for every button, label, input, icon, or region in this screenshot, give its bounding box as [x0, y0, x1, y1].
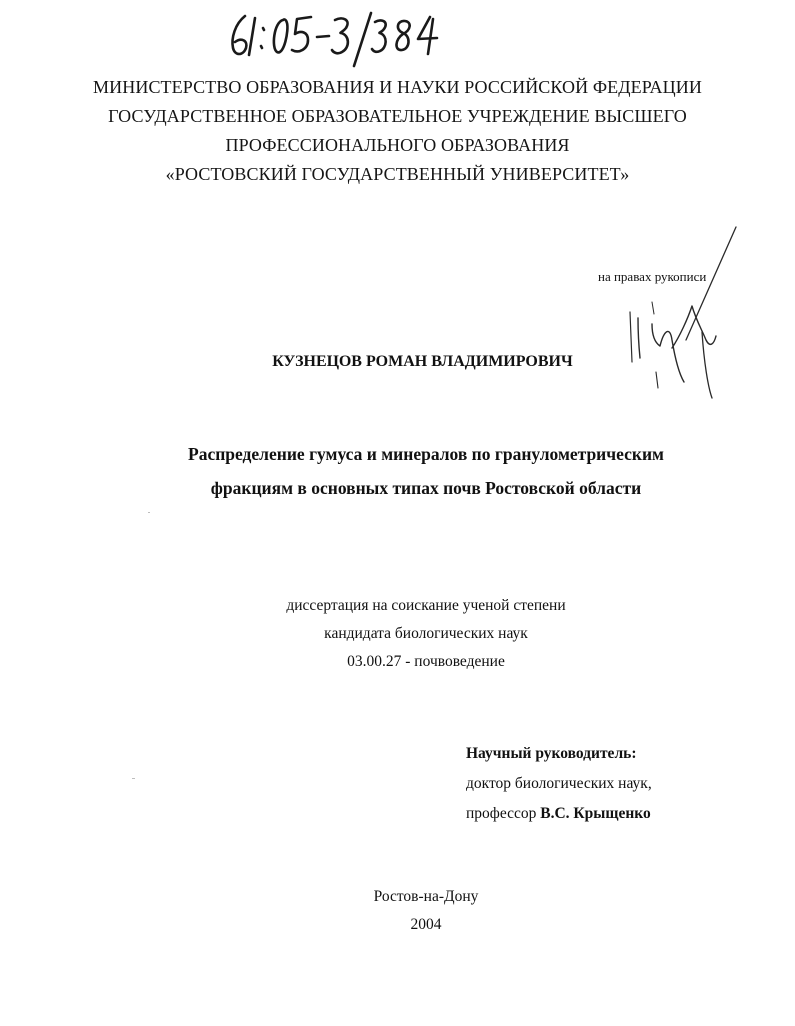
- scan-speck: [132, 778, 135, 779]
- supervisor-title-line: [466, 799, 652, 829]
- education-level-line: ПРОФЕССИОНАЛЬНОГО ОБРАЗОВАНИЯ: [225, 135, 570, 155]
- supervisor-info: [466, 739, 652, 829]
- specialty-code-line: 03.00.27 - почвоведение: [347, 653, 505, 670]
- archive-code-stamp: [225, 8, 465, 68]
- handwritten-signature: [626, 222, 746, 407]
- degree-line-1: диссертация на соискание ученой степени: [286, 597, 566, 614]
- ministry-line: МИНИСТЕРСТВО ОБРАЗОВАНИЯ И НАУКИ РОССИЙСКОЙ ФЕДЕРАЦИИ: [93, 77, 702, 97]
- supervisor-name: В.С. Крыщенко: [540, 805, 651, 822]
- degree-line-2: кандидата биологических наук: [324, 625, 528, 642]
- degree-info: [0, 592, 795, 676]
- thesis-title: [0, 437, 795, 505]
- handwritten-archive-code: [225, 8, 465, 68]
- thesis-title-line-1: Распределение гумуса и минералов по гранулометрическим: [188, 444, 664, 464]
- rights-note: на правах рукописи: [598, 269, 707, 284]
- author-name: КУЗНЕЦОВ РОМАН ВЛАДИМИРОВИЧ: [272, 353, 573, 370]
- university-name-line: «РОСТОВСКИЙ ГОСУДАРСТВЕННЫЙ УНИВЕРСИТЕТ»: [165, 164, 630, 184]
- supervisor-title-prefix: профессор: [466, 805, 537, 822]
- footer: [0, 883, 795, 939]
- city-line: Ростов-на-Дону: [373, 888, 479, 905]
- thesis-title-line-2: фракциям в основных типах почв Ростовской области: [210, 478, 642, 498]
- institution-type-line: ГОСУДАРСТВЕННОЕ ОБРАЗОВАТЕЛЬНОЕ УЧРЕЖДЕНИЕ ВЫСШЕГО: [108, 106, 687, 126]
- year-line: 2004: [410, 916, 442, 933]
- supervisor-degree: доктор биологических наук,: [466, 775, 652, 792]
- supervisor-heading: Научный руководитель:: [466, 745, 637, 762]
- scan-speck: [148, 512, 150, 513]
- institution-header: [0, 73, 795, 189]
